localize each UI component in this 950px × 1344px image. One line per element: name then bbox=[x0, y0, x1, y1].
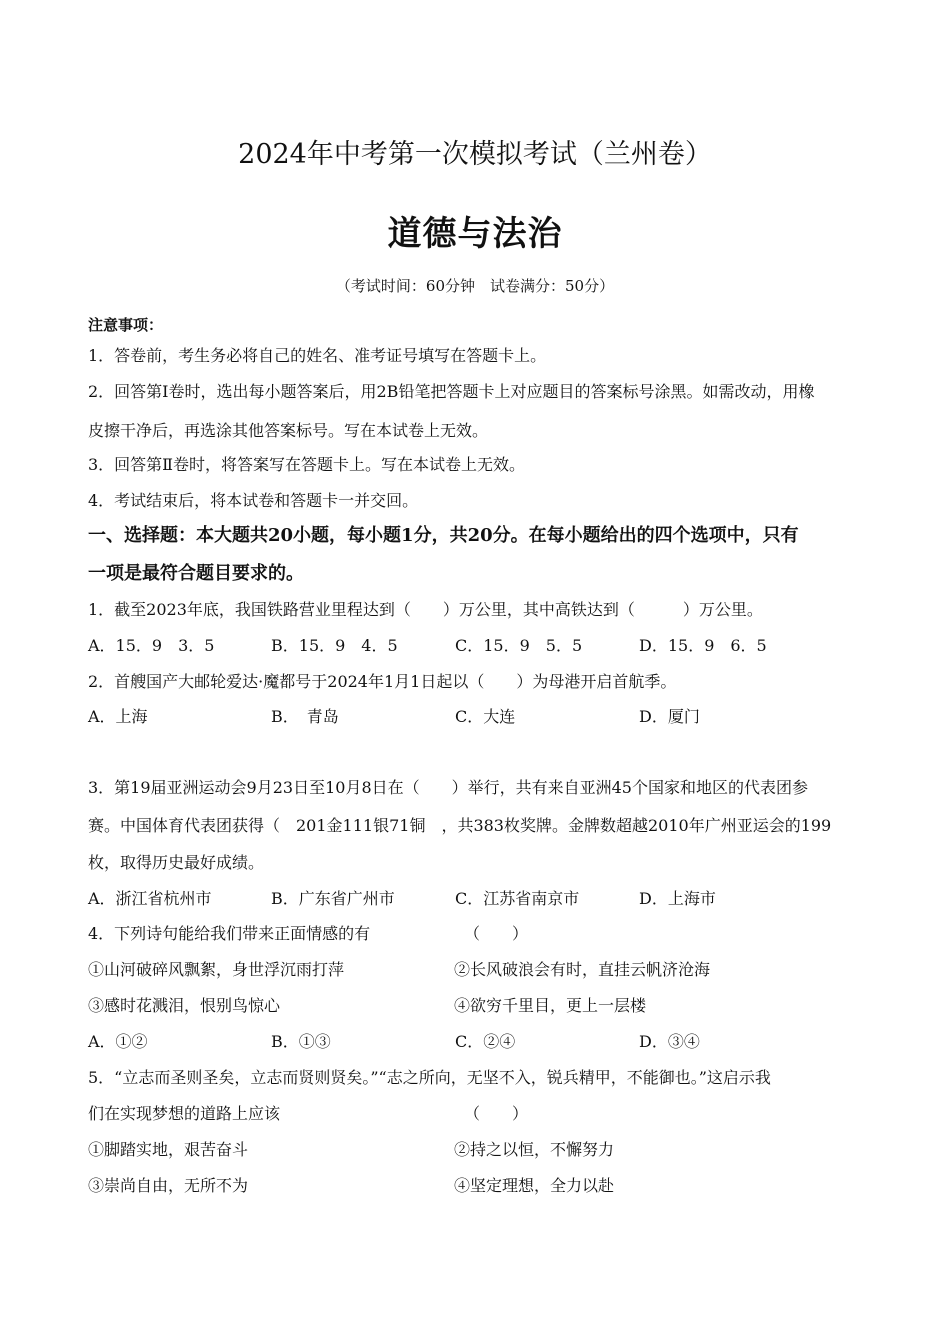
notice-heading: 注意事项： bbox=[88, 316, 164, 334]
q5-item-2: ②持之以恒，不懈努力 bbox=[454, 1140, 615, 1159]
q1-option-a: A．15．9 3．5 bbox=[88, 636, 215, 655]
subject-title: 道德与法治 bbox=[387, 214, 563, 254]
q2-option-c: C．大连 bbox=[455, 707, 516, 726]
q4-option-a: A．①② bbox=[88, 1032, 148, 1051]
q5-item-3: ③崇尚自由，无所不为 bbox=[88, 1176, 249, 1195]
q4-item-3: ③感时花溅泪，恨别鸟惊心 bbox=[88, 996, 281, 1015]
q1-option-c: C．15．9 5．5 bbox=[455, 636, 583, 655]
exam-info: （考试时间：60分钟 试卷满分：50分） bbox=[335, 277, 615, 295]
q3-option-a: A．浙江省杭州市 bbox=[88, 889, 212, 908]
notice-item-2a: 2．回答第Ⅰ卷时，选出每小题答案后，用2B铅笔把答题卡上对应题目的答案标号涂黑。如需改动，用橡 bbox=[88, 382, 815, 401]
q4-item-2: ②长风破浪会有时，直挂云帆济沧海 bbox=[454, 960, 711, 979]
q4-item-4: ④欲穷千里目，更上一层楼 bbox=[454, 996, 647, 1015]
q3-stem-1: 3．第19届亚洲运动会9月23日至10月8日在（ ）举行，共有来自亚洲45个国家和地区的代表团参 bbox=[88, 778, 808, 797]
notice-item-1: 1．答卷前，考生务必将自己的姓名、准考证号填写在答题卡上。 bbox=[88, 346, 547, 365]
notice-item-3: 3．回答第Ⅱ卷时，将答案写在答题卡上。写在本试卷上无效。 bbox=[88, 455, 526, 474]
q4-answer-paren: （ ） bbox=[464, 924, 529, 943]
q1-option-d: D．15．9 6．5 bbox=[639, 636, 767, 655]
q4-stem: 4．下列诗句能给我们带来正面情感的有 bbox=[88, 924, 371, 943]
q3-option-d: D．上海市 bbox=[639, 889, 716, 908]
q1-option-b: B．15．9 4．5 bbox=[271, 636, 398, 655]
q2-stem: 2．首艘国产大邮轮爱达·魔都号于2024年1月1日起以（ ）为母港开启首航季。 bbox=[88, 672, 677, 691]
q4-option-d: D．③④ bbox=[639, 1032, 700, 1051]
q5-answer-paren: （ ） bbox=[464, 1104, 529, 1123]
q5-stem-1: 5．“立志而圣则圣矣，立志而贤则贤矣。”“志之所向，无坚不入，锐兵精甲，不能御也。”这启示我 bbox=[88, 1068, 771, 1087]
q3-option-c: C．江苏省南京市 bbox=[455, 889, 580, 908]
q3-stem-2: 赛。中国体育代表团获得（ 201金111银71铜 ，共383枚奖牌。金牌数超越2010年广州亚运会的199 bbox=[88, 816, 832, 835]
q3-option-b: B．广东省广州市 bbox=[271, 889, 395, 908]
section-heading-2: 一项是最符合题目要求的。 bbox=[88, 563, 304, 584]
q5-item-4: ④坚定理想，全力以赴 bbox=[454, 1176, 615, 1195]
exam-title: 2024年中考第一次模拟考试（兰州卷） bbox=[238, 139, 712, 170]
notice-item-2b: 皮擦干净后，再选涂其他答案标号。写在本试卷上无效。 bbox=[88, 421, 489, 440]
section-heading-1: 一、选择题：本大题共20小题，每小题1分，共20分。在每小题给出的四个选项中，只有 bbox=[88, 525, 799, 546]
q1-stem: 1．截至2023年底，我国铁路营业里程达到（ ）万公里，其中高铁达到（ ）万公里。 bbox=[88, 600, 763, 619]
q4-option-c: C．②④ bbox=[455, 1032, 516, 1051]
q2-option-d: D．厦门 bbox=[639, 707, 700, 726]
q5-item-1: ①脚踏实地，艰苦奋斗 bbox=[88, 1140, 249, 1159]
q2-option-a: A．上海 bbox=[88, 707, 148, 726]
q3-stem-3: 枚，取得历史最好成绩。 bbox=[88, 853, 265, 872]
q5-stem-2: 们在实现梦想的道路上应该 bbox=[88, 1104, 281, 1123]
notice-item-4: 4．考试结束后，将本试卷和答题卡一并交回。 bbox=[88, 491, 419, 510]
q4-option-b: B．①③ bbox=[271, 1032, 331, 1051]
q4-item-1: ①山河破碎风飘絮，身世浮沉雨打萍 bbox=[88, 960, 345, 979]
q2-option-b: B． 青岛 bbox=[271, 707, 339, 726]
